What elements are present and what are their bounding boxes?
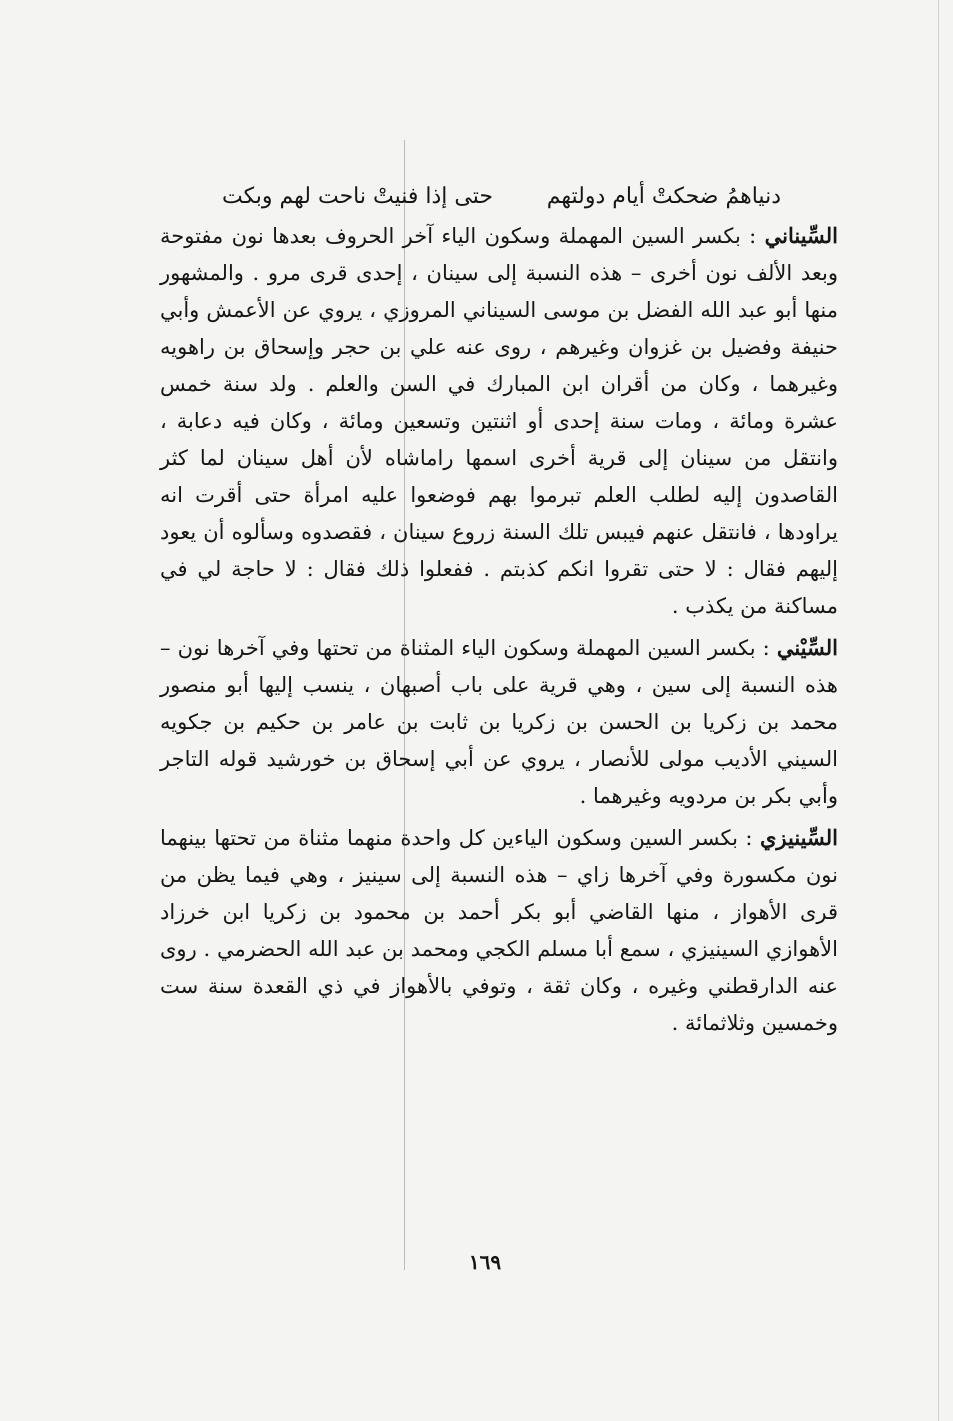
verse-right-hemistich: دنياهمُ ضحكتْ أيام دولتهم [546, 184, 781, 209]
entry-body: : بكسر السين المهملة وسكون الياء المثناة من تحتها وفي آخرها نون – هذه النسبة إلى سين ، وهي قرية على باب أصبهان ، ينسب إليها أبو منصور محمد بن زكريا بن الحسن بن زكريا بن ثابت بن عامر بن حكيم بن جكويه السيني الأديب مولى للأنصار ، يروي عن أبي إسحاق بن خورشيد قوله التاجر وأبي بكر بن مردويه وغيرهما . [160, 636, 838, 808]
entry-sini [160, 629, 838, 815]
page-number: ١٦٩ [468, 1250, 502, 1274]
entry-sinani [160, 217, 838, 625]
main-text [160, 178, 838, 1046]
entry-head-word: السِّينيزي [759, 825, 838, 850]
entry-head-word: السِّيْني [776, 635, 838, 660]
scan-edge-line [938, 0, 939, 1421]
entry-head-word: السِّيناني [764, 223, 838, 248]
entry-body: : بكسر السين وسكون الياءين كل واحدة منهما مثناة من تحتها بينهما نون مكسورة وفي آخرها زاي – هذه النسبة إلى سينيز ، وهي فيما يظن من قرى الأهواز ، منها القاضي أبو بكر أحمد بن محمود بن زكريا ابن خرزاد الأهوازي السينيزي ، سمع أبا مسلم الكجي ومحمد بن عبد الله الحضرمي . روى عنه الدارقطني وغيره ، وكان ثقة ، وتوفي بالأهواز في ذي القعدة سنة ست وخمسين وثلاثمائة . [160, 826, 838, 1035]
entry-sinizi [160, 819, 838, 1042]
entry-body: : بكسر السين المهملة وسكون الياء آخر الحروف بعدها نون مفتوحة وبعد الألف نون أخرى – هذه النسبة إلى سينان ، إحدى قرى مرو . والمشهور منها أبو عبد الله الفضل بن موسى السيناني المروزي ، يروي عن الأعمش وأبي حنيفة وفضيل بن غزوان وغيرهم ، روى عنه علي بن حجر وإسحاق بن راهويه وغيرهما ، وكان من أقران ابن المبارك في السن والعلم . ولد سنة خمس عشرة ومائة ، ومات سنة إحدى أو اثنتين وتسعين ومائة ، وكان فيه دعابة ، وانتقل من سينان إلى قرية أخرى اسمها راماشاه لأن أهل سينان لما كثر القاصدون إليه لطلب العلم تبرموا بهم فوضعوا عليه امرأة حتى أقرت انه يراودها ، فانتقل عنهم فيبس تلك السنة زروع سينان ، فقصدوه وسألوه أن يعود إليهم فقال : لا حتى تقروا انكم كذبتم . ففعلوا ذلك فقال : لا حاجة لي في مساكنة من يكذب . [160, 224, 838, 618]
verse-left-hemistich: حتى إذا فنيتْ ناحت لهم وبكت [222, 184, 493, 209]
poem-verse [160, 178, 838, 215]
